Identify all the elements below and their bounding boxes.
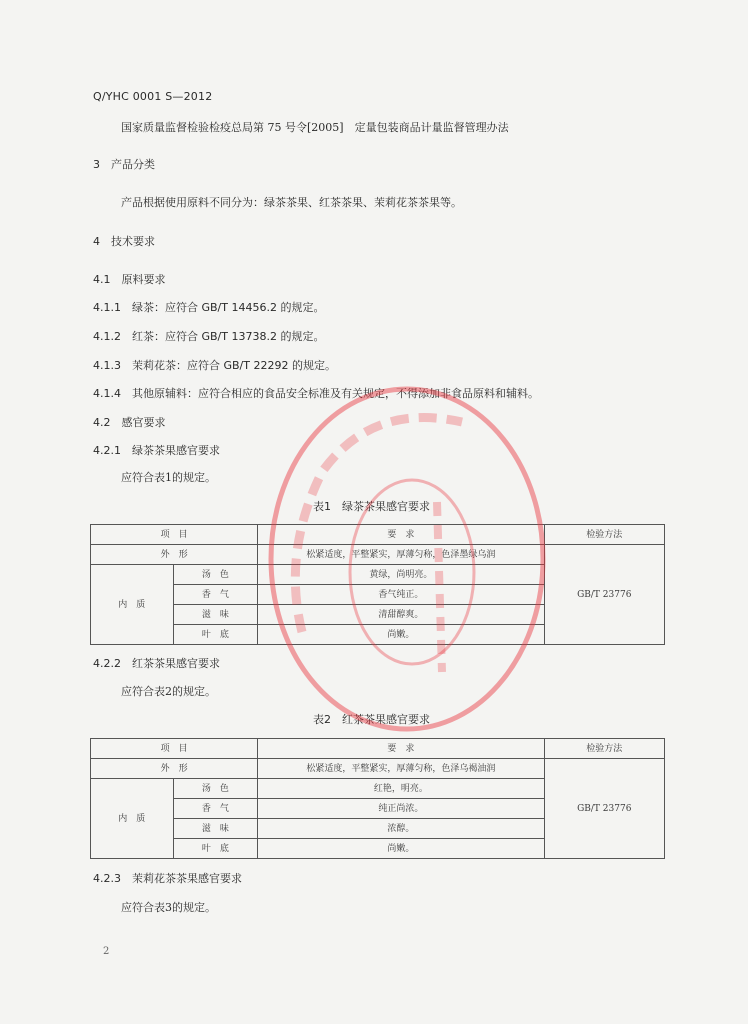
table-2 [90, 738, 665, 859]
table-2-row-value: 尚嫩。 [258, 839, 544, 859]
table-1-row-label: 汤 色 [173, 565, 258, 585]
table-1-row-value: 清甜醇爽。 [258, 605, 544, 625]
table-1-header-item: 项 目 [91, 525, 258, 545]
table-2-appearance-value: 松紧适度，平整紧实，厚薄匀称，色泽乌褐油润 [258, 759, 544, 779]
table-1-header-method: 检验方法 [544, 525, 664, 545]
table-1-caption: 表1 绿茶茶果感官要求 [313, 500, 430, 513]
section-3-heading: 3 产品分类 [93, 158, 155, 171]
table-1-header-row [91, 525, 665, 545]
table-2-header-row [91, 739, 665, 759]
standard-code: Q/YHC 0001 S—2012 [93, 90, 213, 103]
section-4-2-3-body: 应符合表3的规定。 [121, 901, 216, 914]
section-4-2-1-heading: 4.2.1 绿茶茶果感官要求 [93, 444, 220, 457]
section-4-1-4: 4.1.4 其他原辅料：应符合相应的食品安全标准及有关规定，不得添加非食品原料和辅料。 [93, 387, 539, 400]
table-2-header-item: 项 目 [91, 739, 258, 759]
table-1-row-label: 香 气 [173, 585, 258, 605]
section-4-2-heading: 4.2 感官要求 [93, 416, 166, 429]
table-2-appearance-label: 外 形 [91, 759, 258, 779]
section-4-1-2: 4.1.2 红茶：应符合 GB/T 13738.2 的规定。 [93, 330, 325, 343]
table-2-row-label: 叶 底 [173, 839, 258, 859]
table-2-caption: 表2 红茶茶果感官要求 [313, 713, 430, 726]
table-2-row-value: 红艳，明亮。 [258, 779, 544, 799]
page-number: 2 [103, 946, 110, 957]
table-1-appearance-value: 松紧适度，平整紧实，厚薄匀称，色泽墨绿乌润 [258, 545, 544, 565]
section-4-2-1-body: 应符合表1的规定。 [121, 471, 216, 484]
normative-reference: 国家质量监督检验检疫总局第 75 号令[2005] 定量包装商品计量监督管理办法 [121, 121, 509, 134]
table-1-row-label: 叶 底 [173, 625, 258, 645]
section-4-heading: 4 技术要求 [93, 235, 155, 248]
section-4-2-2-body: 应符合表2的规定。 [121, 685, 216, 698]
section-4-1-heading: 4.1 原料要求 [93, 273, 166, 286]
section-4-2-2-heading: 4.2.2 红茶茶果感官要求 [93, 657, 220, 670]
table-2-inner-label: 内 质 [91, 779, 174, 859]
table-2-row-label: 香 气 [173, 799, 258, 819]
table-2-row-label: 汤 色 [173, 779, 258, 799]
table-1-inner-label: 内 质 [91, 565, 174, 645]
table-1 [90, 524, 665, 645]
table-2-header-method: 检验方法 [544, 739, 664, 759]
table-row [91, 545, 665, 565]
table-1-appearance-label: 外 形 [91, 545, 258, 565]
table-2-header-requirement: 要 求 [258, 739, 544, 759]
section-4-1-1: 4.1.1 绿茶：应符合 GB/T 14456.2 的规定。 [93, 301, 325, 314]
table-1-row-value: 黄绿，尚明亮。 [258, 565, 544, 585]
table-1-row-label: 滋 味 [173, 605, 258, 625]
table-2-row-label: 滋 味 [173, 819, 258, 839]
table-2-row-value: 浓醇。 [258, 819, 544, 839]
table-row [91, 759, 665, 779]
section-4-1-3: 4.1.3 茉莉花茶：应符合 GB/T 22292 的规定。 [93, 359, 336, 372]
section-3-body: 产品根据使用原料不同分为：绿茶茶果、红茶茶果、茉莉花茶茶果等。 [121, 196, 462, 209]
table-1-row-value: 香气纯正。 [258, 585, 544, 605]
table-2-method: GB/T 23776 [544, 759, 664, 859]
table-1-method: GB/T 23776 [544, 545, 664, 645]
table-1-row-value: 尚嫩。 [258, 625, 544, 645]
table-1-header-requirement: 要 求 [258, 525, 544, 545]
section-4-2-3-heading: 4.2.3 茉莉花茶茶果感官要求 [93, 872, 242, 885]
table-2-row-value: 纯正尚浓。 [258, 799, 544, 819]
